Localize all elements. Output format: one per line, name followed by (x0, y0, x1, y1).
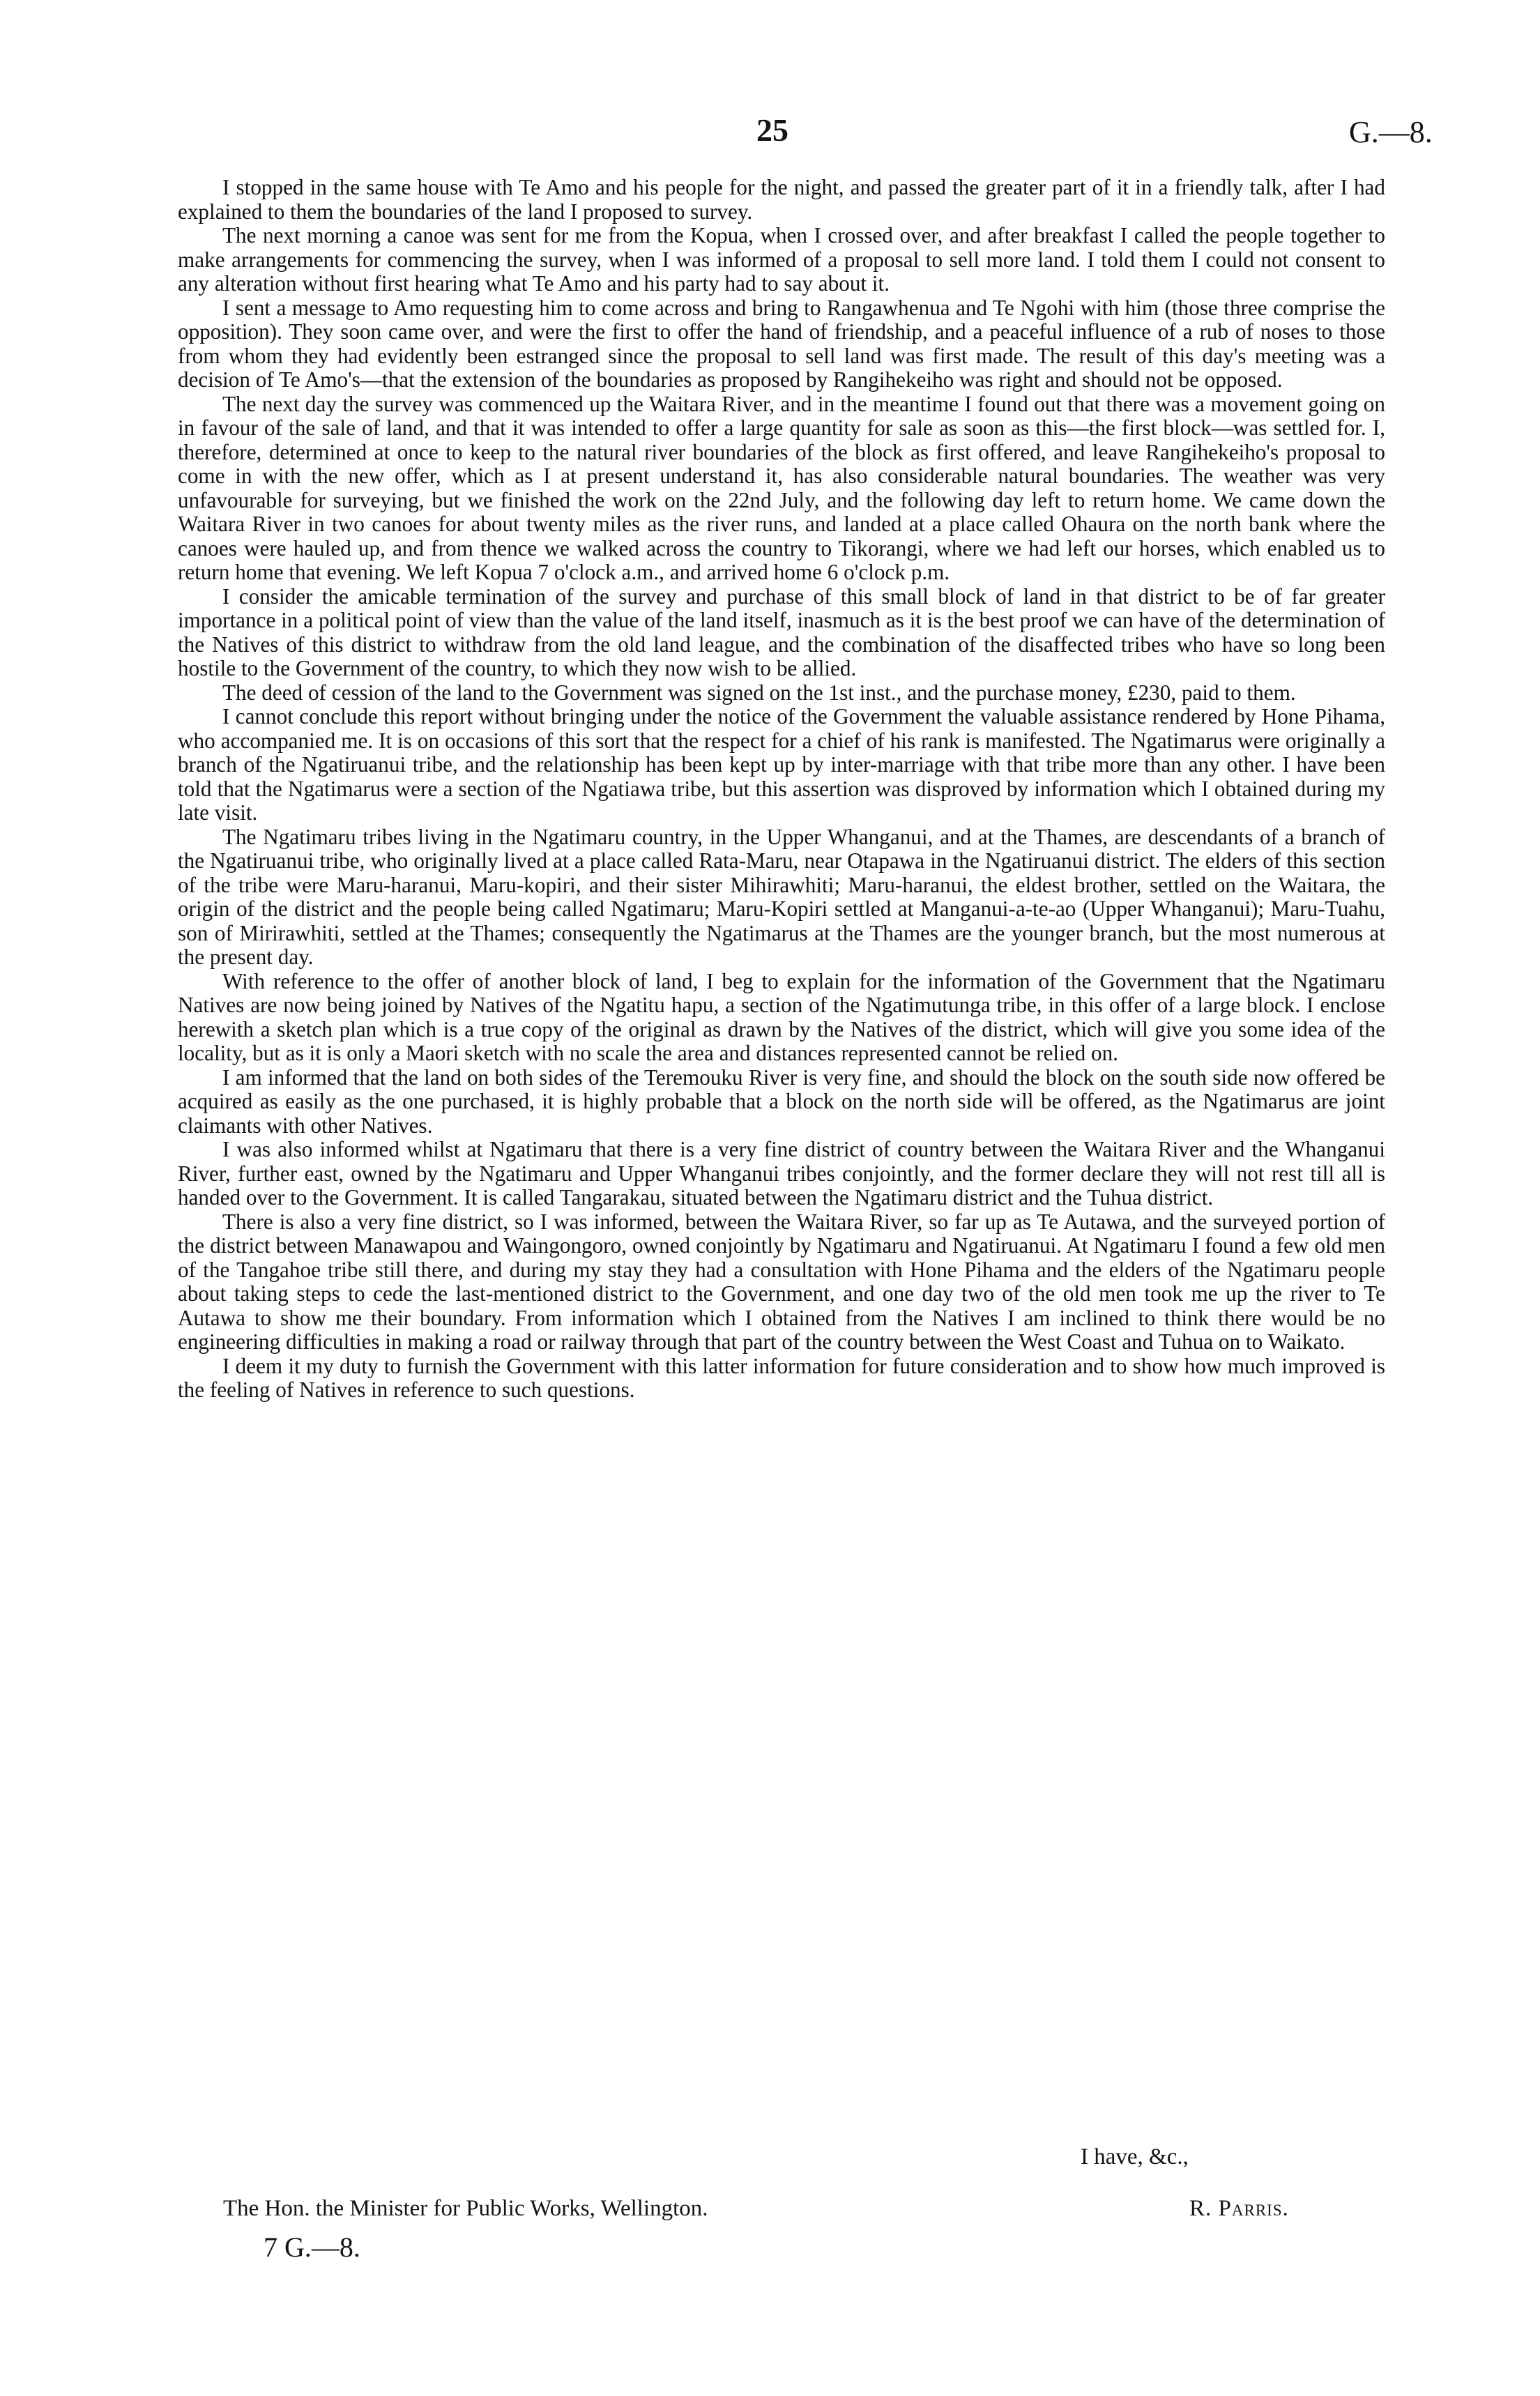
paragraph: I am informed that the land on both sides of the Teremouku River is very fine, and should the block on the south side now offered be acquired as easily as the one purchased, it is highly probable that a block on the north side will be offered, as the Ngatimarus are joint claimants with other Natives. (178, 1065, 1385, 1138)
paragraph: I consider the amicable termination of the survey and purchase of this small block of land in that district to be of far greater importance in a political point of view than the value of the land itself, inasmuch as it is the best proof we can have of the determination of the Natives of this district to withdraw from the old land league, and the combination of the disaffected tribes who have so long been hostile to the Government of the country, to which they now wish to be allied. (178, 583, 1385, 680)
page-number: 25 (756, 112, 788, 148)
printer-signature-mark: 7 G.—8. (264, 2231, 360, 2263)
paragraph: I was also informed whilst at Ngatimaru that there is a very fine district of country between the Waitara River and the Whanganui River, further east, owned by the Ngatimaru and Upper Whanganui tribes conjointly, and the former declare they will not rest till all is handed over to the Government. It is called Tangarakau, situated between the Ngatimaru district and the Tuhua district. (178, 1137, 1385, 1210)
paragraph: The Ngatimaru tribes living in the Ngatimaru country, in the Upper Whanganui, and at the Thames, are descendants of a branch of the Ngatiruanui tribe, who originally lived at a place called Rata-Maru, near Otapawa in the Ngatiruanui district. The elders of this section of the tribe were Maru-haranui, Maru-kopiri, and their sister Mihirawhiti; Maru-haranui, the eldest brother, settled on the Waitara, the origin of the district and the people being called Ngatimaru; Maru-Kopiri settled at Manganui-a-te-ao (Upper Whanganui); Maru-Tuahu, son of Mirirawhiti, settled at the Thames; consequently the Ngatimarus at the Thames are the younger branch, but the most numerous at the present day. (178, 824, 1385, 969)
report-body (178, 176, 1385, 1403)
paragraph: With reference to the offer of another block of land, I beg to explain for the information of the Government that the Ngatimaru Natives are now being joined by Natives of the Ngatitu hapu, a section of the Ngatimutunga tribe, in this offer of a large block. I enclose herewith a sketch plan which is a true copy of the original as drawn by the Natives of the district, which will give you some idea of the locality, but as it is only a Maori sketch with no scale the area and distances represented cannot be relied on. (178, 968, 1385, 1065)
paragraph: I sent a message to Amo requesting him to come across and bring to Rangawhenua and Te Ngohi with him (those three comprise the opposition). They soon came over, and were the first to offer the hand of friendship, and a peaceful influence of a rub of noses to those from whom they had evidently been estranged since the proposal to sell land was first made. The result of this day's meeting was a decision of Te Amo's—that the extension of the boundaries as proposed by Rangihekeiho was right and should not be opposed. (178, 295, 1385, 392)
signature: R. Parris. (1189, 2196, 1289, 2221)
paragraph: The next morning a canoe was sent for me from the Kopua, when I crossed over, and after breakfast I called the people together to make arrangements for commencing the survey, when I was informed of a proposal to sell more land. I told them I could not consent to any alteration without first hearing what Te Amo and his party had to say about it. (178, 223, 1385, 296)
paragraph: The next day the survey was commenced up the Waitara River, and in the meantime I found out that there was a movement going on in favour of the sale of land, and that it was intended to offer a large quantity for sale as soon as this—the first block—was settled for. I, therefore, determined at once to keep to the natural river boundaries of the block as first offered, and leave Rangihekeiho's proposal to come in with the new offer, which as I at present understand it, has also considerable natural boundaries. The weather was very unfavourable for surveying, but we finished the work on the 22nd July, and the following day left to return home. We came down the Waitara River in two canoes for about twenty miles as the river runs, and landed at a place called Ohaura on the north bank where the canoes were hauled up, and from thence we walked across the country to Tikorangi, where we had left our horses, which enabled us to return home that evening. We left Kopua 7 o'clock a.m., and arrived home 6 o'clock p.m. (178, 391, 1385, 584)
paragraph: I stopped in the same house with Te Amo and his people for the night, and passed the greater part of it in a friendly talk, after I had explained to them the boundaries of the land I proposed to survey. (178, 175, 1385, 224)
paragraph: I deem it my duty to furnish the Government with this latter information for future consideration and to show how much improved is the feeling of Natives in reference to such questions. (178, 1353, 1385, 1402)
paragraph: There is also a very fine district, so I was informed, between the Waitara River, so far up as Te Autawa, and the surveyed portion of the district between Manawapou and Waingongoro, owned conjointly by Ngatimaru and Ngatiruanui. At Ngatimaru I found a few old men of the Tangahoe tribe still there, and during my stay they had a consultation with Hone Pihama and the elders of the Ngatimaru people about taking steps to cede the last-mentioned district to the Government, and one day two of the old men took me up the river to Te Autawa to show me their boundary. From information which I obtained from the Natives I am inclined to think there would be no engineering difficulties in making a road or railway through that part of the country between the West Coast and Tuhua on to Waikato. (178, 1209, 1385, 1354)
closing-salutation: I have, &c., (1081, 2144, 1189, 2169)
document-reference: G.—8. (1349, 115, 1433, 149)
paragraph: The deed of cession of the land to the Government was signed on the 1st inst., and the purchase money, £230, paid to them. (222, 680, 1296, 705)
paragraph: I cannot conclude this report without bringing under the notice of the Government the valuable assistance rendered by Hone Pihama, who accompanied me. It is on occasions of this sort that the respect for a chief of his rank is manifested. The Ngatimarus were originally a branch of the Ngatiruanui tribe, and the relationship has been kept up by inter-marriage with that tribe more than any other. I have been told that the Ngatimarus were a section of the Ngatiawa tribe, but this assertion was disproved by information which I obtained during my late visit. (178, 704, 1385, 825)
page-header (0, 112, 1540, 153)
addressee: The Hon. the Minister for Public Works, Wellington. (223, 2196, 708, 2221)
